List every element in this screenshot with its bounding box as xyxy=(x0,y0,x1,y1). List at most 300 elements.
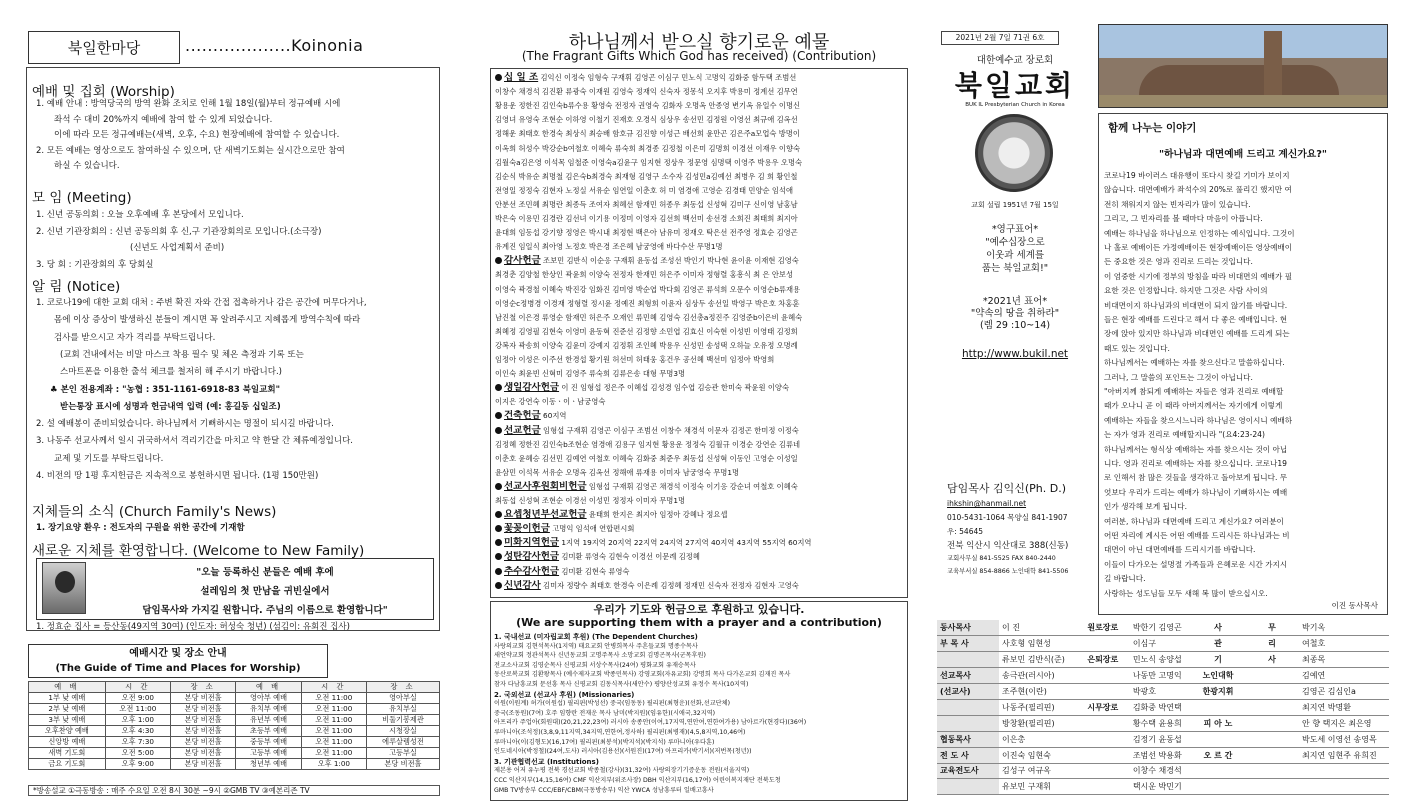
staff-cell xyxy=(1299,779,1389,795)
year-motto-line: *2021년 표어* xyxy=(982,296,1048,307)
contribution-line xyxy=(495,241,903,253)
contribution-line xyxy=(495,340,903,352)
staff-row xyxy=(937,747,1389,763)
story-line: 때가 오나니 곧 이 때라 아버지께서는 자기에게 이렇게 xyxy=(1104,401,1283,411)
prayer-line: 중국(조동원)(7여) 호주 임향란 전재운 목사 남미(박지원)(임유한)(시애국,32지역) xyxy=(494,709,716,717)
staff-cell: 김성구 여규옥 xyxy=(999,763,1076,779)
schedule-cell: 본당 비전홀 xyxy=(366,759,439,770)
contribution-category: 생일감사헌금 xyxy=(504,382,560,394)
prayer-line: 아프리카 주업아(회원대)(20,21,22,23여) 러시아 송종안(이여,17지역,연안여,연한여가용) 남아르카(현경다)(36여) xyxy=(494,719,807,727)
meeting-line: 2. 신년 기관장회의 : 신년 공동의회 후 신,구 기관장회의로 모입니다.(소극장) xyxy=(36,226,322,237)
story-line: 예배하는 자들을 찾으시느니라 하나님은 영이시니 예배하 xyxy=(1104,415,1293,425)
notice-line: 1. 코로나19에 대한 교회 대처 : 주변 확진 자와 간접 접촉하거나 감은 공간에 머무다거나, xyxy=(36,298,367,308)
schedule-cell: 오전 11:00 xyxy=(105,704,170,715)
contribution-line xyxy=(495,551,903,563)
email-link[interactable]: ihkshin@hanmail.net xyxy=(947,499,1027,508)
worship-line: 이에 따라 모든 정규예배는(새벽, 오후, 수요) 현장예배에 참여할 수 있습니다. xyxy=(54,130,340,140)
staff-cell: 이 진 xyxy=(999,620,1076,636)
contribution-names: 조보민 김반식 이순응 구재휘 윤동섭 조성선 박인기 박나현 윤이윤 이재현 김영숙 xyxy=(543,256,799,266)
bullet-icon xyxy=(495,427,502,434)
worship-line: 1. 예배 안내 : 방역당국의 방역 완화 조치로 인해 1월 18일(월)부터 정규예배 시에 xyxy=(36,99,341,109)
staff-cell: 한광지휘 xyxy=(1191,684,1245,700)
story-line: 이 엄중한 시기에 정부의 방침을 따라 비대면의 예배가 필 xyxy=(1104,271,1293,281)
contribution-line xyxy=(495,566,903,578)
contribution-names: 정해운 최태호 한경숙 최상식 최승배 함호규 김진향 이성근 배선희 윤만곤 김은주a모업숙 방명이 xyxy=(495,129,800,139)
staff-cell: 피 아 노 xyxy=(1191,715,1245,731)
story-line: 니다. 영과 진리로 예배하는 자를 찾으십니다. 코로나19 xyxy=(1104,459,1288,468)
staff-row xyxy=(937,779,1389,795)
story-line: 여러분, 하나님과 대면예배 드리고 계신가요? 여러분이 xyxy=(1104,516,1284,526)
worship-heading: 예배 및 집회 (Worship) xyxy=(32,84,175,100)
prayer-line: 제본용 어저 유누평 전북 경선교회 박종철(강사)(31,32여) 사랑의장기기증운동 전원(서울지역) xyxy=(494,767,750,775)
notice-line: 몸에 이상 증상이 발생하신 분들이 계시면 꼭 알려주시고 지혜롭게 방역수칙에 따라 xyxy=(54,315,361,326)
contribution-names: 안분선 조민혜 최명란 최종득 조여자 최혜선 함재민 허종우 최동섭 신성혁 김미구 신이영 남홍남 xyxy=(495,199,798,209)
staff-cell xyxy=(1299,763,1389,779)
contribution-line xyxy=(495,354,903,366)
staff-cell: 교육전도사 xyxy=(937,763,999,779)
staff-cell: 무 xyxy=(1245,620,1299,636)
contribution-names: 이옥희 허성수 박강순b여철호 이혜숙 류숙희 최경종 김정철 이은미 김명희 이경선 이재우 이향숙 xyxy=(495,143,801,153)
prayer-line: 루마니아(이(김형도)(16,17여) 필리핀(최봉석)(박지석)(박지석) 루마니아(우다훈) xyxy=(494,738,715,746)
staff-cell xyxy=(1245,747,1299,763)
story-line: 로 인해서 참 많은 것들을 생각하고 돌아보게 됩니다. 무 xyxy=(1104,473,1288,483)
contribution-category: 십 일 조 xyxy=(504,72,539,83)
staff-cell xyxy=(1191,731,1245,747)
story-line: 그리고, 그 빈자리를 볼 때마다 마음이 아픕니다. xyxy=(1104,214,1263,224)
prayer-line: 1. 국내선교 (미자립교회 후원) (The Dependent Churches) xyxy=(494,633,698,641)
worship-line: 하실 수 있습니다. xyxy=(54,161,120,171)
church-building-image xyxy=(1098,24,1388,108)
staff-cell: 나동만 고명익 xyxy=(1130,668,1191,684)
contribution-category: 감사헌금 xyxy=(504,255,541,267)
story-quote: "하나님과 대면예배 드리고 계신가요?" xyxy=(1158,149,1328,160)
contribution-line xyxy=(495,495,903,507)
staff-cell: 김예연 xyxy=(1299,668,1389,684)
staff-cell: 노인대학 xyxy=(1191,668,1245,684)
contribution-line xyxy=(495,171,903,183)
staff-cell: 시무장로 xyxy=(1076,699,1130,715)
welcome-line: 설레임의 첫 만남을 귀빈실에서 xyxy=(200,586,330,597)
schedule-cell: 오전 11:00 xyxy=(301,748,366,759)
story-line: 않습니다. 대면예배가 좌석수의 20%로 풀리긴 했지만 여 xyxy=(1104,185,1292,195)
meeting-line: 3. 당 회 : 기관장회의 후 당회실 xyxy=(36,259,154,270)
staff-cell: 리 xyxy=(1245,636,1299,652)
contribution-names: 1지역 19지역 20지역 22지역 24지역 27지역 40지역 43지역 55지역 60지역 xyxy=(561,538,812,548)
staff-cell: 김화중 박연택 xyxy=(1130,699,1191,715)
contribution-line xyxy=(495,100,903,112)
contribution-names: 김순식 박유순 최명철 김은숙b최경숙 최재형 김영구 소수자 김성민a김예선 최병우 김 희 황인철 xyxy=(495,171,798,181)
staff-cell: 선교목사 xyxy=(937,668,999,684)
story-line: 비대면이지 하나님과의 비대면이 되지 않기를 바랍니다. xyxy=(1104,300,1288,310)
staff-cell: 박광호 xyxy=(1130,684,1191,700)
schedule-row xyxy=(29,693,440,704)
schedule-cell: 비둘기봉제관 xyxy=(366,715,439,726)
story-line: 나 홀로 예배이든 가정예배이든 현장예배이든 영상예배이 xyxy=(1104,243,1293,252)
prayer-line: GMB TV방송부 CCC/EBF/CBM(극동방송부) 익산 YWCA 성남흥루터 일배고흥사 xyxy=(494,786,714,794)
story-line: 때도 있는 것입니다. xyxy=(1104,343,1170,353)
schedule-cell: 유년부 예배 xyxy=(236,715,301,726)
contribution-category: 추수감사헌금 xyxy=(504,565,560,577)
contribution-line xyxy=(495,143,903,155)
staff-cell xyxy=(937,779,999,795)
schedule-cell: 본당 비전홀 xyxy=(170,748,235,759)
staff-cell xyxy=(1245,715,1299,731)
schedule-cell: 에루살렘성전 xyxy=(366,737,439,748)
staff-cell: 이심구 xyxy=(1130,636,1191,652)
contribution-line xyxy=(495,185,903,197)
schedule-cell: 유치부실 xyxy=(366,704,439,715)
contribution-line xyxy=(495,439,903,451)
staff-cell: 조범선 박용화 xyxy=(1130,747,1191,763)
contribution-category: 미화지역헌금 xyxy=(504,537,560,549)
schedule-cell: 2부 낮 예배 xyxy=(29,704,106,715)
staff-cell xyxy=(1076,668,1130,684)
staff-cell: 오 르 간 xyxy=(1191,747,1245,763)
staff-cell: 최지연 임현주 유희진 xyxy=(1299,747,1389,763)
staff-cell xyxy=(1076,684,1130,700)
section-header-box: 북일한마당 xyxy=(28,31,180,64)
schedule-cell: 오전 11:00 xyxy=(301,693,366,704)
story-line: 하나님께서는 형식상 예배하는 자를 찾으시는 것이 아닙 xyxy=(1104,444,1288,454)
schedule-cell: 3부 낮 예배 xyxy=(29,715,106,726)
contribution-names: 최동섭 신성혁 조현순 이경선 이성민 정정자 이미자 무명1명 xyxy=(495,496,686,505)
bullet-icon xyxy=(495,553,502,560)
schedule-cell: 새벽 기도회 xyxy=(29,748,106,759)
welcome-heading: 새로운 지체를 환영합니다. (Welcome to New Family) xyxy=(32,543,365,559)
story-line: 하나님께서는 예배하는 자를 찾으신다고 말씀하십니다. xyxy=(1104,358,1285,368)
contribution-line xyxy=(495,467,903,479)
staff-cell: 이진숙 임현숙 xyxy=(999,747,1076,763)
staff-cell xyxy=(1191,699,1245,715)
story-line: 사랑하는 성도님들 모두 새해 복 많이 받으십시오. xyxy=(1104,588,1268,598)
schedule-cell: 오후 7:30 xyxy=(105,737,170,748)
schedule-row xyxy=(29,715,440,726)
contribution-line xyxy=(495,580,903,592)
story-line: 들은 현장 예배를 드린다고 해서 다 좋은 예배입니다. 현 xyxy=(1104,315,1288,324)
notice-heading: 알 림 (Notice) xyxy=(32,279,121,295)
contribution-line xyxy=(495,227,903,239)
schedule-cell: 고등부 예배 xyxy=(236,748,301,759)
schedule-row xyxy=(29,748,440,759)
notice-line: 3. 나동주 선교사께서 일시 귀국하셔서 격리기간을 마치고 약 한달 간 체류예정입니다. xyxy=(36,436,354,447)
contribution-line xyxy=(495,312,903,324)
schedule-cell: 본당 비전홀 xyxy=(170,704,235,715)
notice-line: 받는통장 표시에 성명과 헌금내역 입력 (예: 홍길동 십일조) xyxy=(60,401,281,412)
contribution-names: 윤대희 임동섭 강기향 정영은 박시내 최정현 백은아 남유미 정재오 탁은선 전주영 정효순 김영곤 xyxy=(495,228,798,238)
staff-cell: 박기옥 xyxy=(1299,620,1389,636)
contribution-line xyxy=(495,284,903,296)
prayer-title-ko: 우리가 기도와 헌금으로 후원하고 있습니다. xyxy=(593,603,805,616)
contribution-line xyxy=(495,481,903,493)
contact-line: 교육부서실 854-8866 노인대학 841-5506 xyxy=(947,568,1069,575)
schedule-cell: 오후 4:30 xyxy=(105,726,170,737)
staff-row xyxy=(937,652,1389,668)
schedule-row xyxy=(29,726,440,737)
schedule-header: 예 배 xyxy=(29,682,106,693)
staff-row xyxy=(937,731,1389,747)
notice-line: 스마트폰을 이용한 출석 체크를 철저히 해 주시기 바랍니다.) xyxy=(60,367,282,378)
denomination: 대한예수교 장로회 xyxy=(976,55,1054,66)
staff-cell: 택시운 박민기 xyxy=(1130,779,1191,795)
schedule-cell: 오전 11:00 xyxy=(301,704,366,715)
contribution-line xyxy=(495,368,903,380)
schedule-cell: 1부 낮 예배 xyxy=(29,693,106,704)
prayer-line: 2. 국외선교 (선교사 후원) (Missionaries) xyxy=(494,690,635,699)
staff-cell: 최종목 xyxy=(1299,652,1389,668)
story-line: 는 자가 영과 진리로 예배할지니라 "(요4:23-24) xyxy=(1104,430,1265,440)
story-line: 그러나, 그 말씀의 포인트는 그것이 아닙니다. xyxy=(1104,372,1253,382)
year-motto-line: "약속의 땅을 취하라" xyxy=(970,308,1060,319)
staff-cell: 민노식 송양섭 xyxy=(1130,652,1191,668)
story-line: 인가 생각해 보게 됩니다. xyxy=(1104,502,1188,512)
worship-line: 2. 모든 예배는 영상으로도 참여하실 수 있으며, 단 새벽기도회는 실시간으로만 참여 xyxy=(36,145,345,156)
staff-cell: (선교사) xyxy=(937,684,999,700)
prayer-line: 3. 기관협력선교 (Institutions) xyxy=(494,757,599,766)
staff-cell: 동사목사 xyxy=(937,620,999,636)
welcome-line: "오늘 등록하신 분들은 예배 후에 xyxy=(196,567,334,578)
schedule-cell: 오전 11:00 xyxy=(301,726,366,737)
welcome-member: 1. 정효순 집사 = 등산동(49지역 30여) (인도자: 허성숙 청년) (섬김이: 유회진 집사) xyxy=(36,622,350,632)
schedule-cell: 오후 9:00 xyxy=(105,759,170,770)
contribution-category: 건축헌금 xyxy=(504,410,541,422)
story-line: 대면이 아닌 대면예배를 드리시기를 바랍니다. xyxy=(1104,545,1256,555)
staff-cell xyxy=(937,652,999,668)
contribution-line xyxy=(495,382,903,394)
bullet-icon xyxy=(495,525,502,532)
contribution-line xyxy=(495,453,903,465)
schedule-cell: 시청장실 xyxy=(366,726,439,737)
staff-cell: 기 xyxy=(1191,652,1245,668)
staff-row xyxy=(937,684,1389,700)
schedule-row xyxy=(29,704,440,715)
schedule-header: 장 소 xyxy=(170,682,235,693)
story-title: 함께 나누는 이야기 xyxy=(1108,122,1197,134)
notice-line: ♣ 본인 전용계좌 : "농협 : 351-1161-6918-83 북일교회" xyxy=(50,384,280,395)
staff-cell xyxy=(1076,779,1130,795)
contact-line: 교회사무실 841-5525 FAX 840-2440 xyxy=(947,554,1056,562)
story-line: 길 바랍니다. xyxy=(1104,574,1146,584)
motto-line: *영구표어* xyxy=(991,224,1039,235)
staff-row xyxy=(937,668,1389,684)
contribution-names: 김미환 류영숙 김현숙 이경선 이문례 김정혜 xyxy=(561,552,700,562)
contribution-line xyxy=(495,326,903,338)
schedule-title-ko: 예배시간 및 장소 안내 xyxy=(129,648,227,659)
church-logo-icon xyxy=(975,114,1053,192)
contact-line: 우: 54645 xyxy=(947,526,984,536)
notice-line: (교회 건내에서는 비말 마스크 착용 필수 및 체온 측정과 기록 또는 xyxy=(60,349,304,360)
welcome-line: 담임목사와 가지길 원합니다. 주님의 이름으로 환영합니다" xyxy=(142,605,388,616)
schedule-header: 시 간 xyxy=(105,682,170,693)
staff-cell xyxy=(937,715,999,731)
schedule-cell: 본당 비전홀 xyxy=(170,737,235,748)
staff-cell: 김영곤 김심인a xyxy=(1299,684,1389,700)
contribution-names: 이영숙 곽경철 이혜숙 박진강 임화진 김미영 박순엽 박다회 김영곤 류석희 오문수 이영순b류재용 xyxy=(495,284,801,294)
contribution-names: 이춘호 윤혜승 김선민 김예연 여철호 이혜숙 김화중 최준우 최동섭 신성혁 이동인 고영순 이성일 xyxy=(495,453,798,463)
contribution-names: 최경춘 김양철 한상인 곽윤희 이양숙 전정자 한재민 허은주 이미자 정형렬 홍흥식 최 은 안보성 xyxy=(495,270,794,280)
bullet-icon xyxy=(495,511,502,518)
story-line: 이들이 다가오는 설명절 가족들과 은혜로운 시간 가지시 xyxy=(1104,559,1288,569)
prayer-line: 인도네시아(박정철)(24여,도사) 러시아(김용선)(서원진)(17여) 아프리카(박기서)(저번목(청년)) xyxy=(494,748,752,756)
schedule-title-en: (The Guide of Time and Places for Worship) xyxy=(55,663,301,674)
contribution-names: 전영일 정정숙 김현자 노정실 서유순 임연일 이춘호 허 미 염경애 고영순 김경태 민양순 임석애 xyxy=(495,185,794,195)
staff-cell: 관 xyxy=(1191,636,1245,652)
staff-cell xyxy=(1245,668,1299,684)
staff-cell: 황수택 윤용희 xyxy=(1130,715,1191,731)
contribution-names: 60지역 xyxy=(543,411,567,421)
church-name-english: BUK IL Presbyterian Church in Korea xyxy=(965,102,1065,108)
contribution-line xyxy=(495,410,903,422)
bullet-icon xyxy=(495,539,502,546)
contribution-names: 남진철 이은경 류영순 함재민 허은주 오재인 류민혜 김영숙 김선총a정진주 김영준b이은비 윤혜숙 xyxy=(495,312,803,322)
schedule-cell: 오후 1:00 xyxy=(105,715,170,726)
story-line: 어떤 자리에 계시든 어떤 예배를 드리시든 하나님과는 비 xyxy=(1104,531,1290,540)
contribution-names: 김익신 이정숙 임형숙 구재휘 김영곤 이심구 민노식 고명익 김화중 함두택 조범선 xyxy=(540,73,797,82)
motto-line: "예수십장으로 xyxy=(985,237,1045,248)
schedule-cell: 오전 9:00 xyxy=(105,693,170,704)
staff-cell xyxy=(1245,731,1299,747)
contribution-line xyxy=(495,213,903,225)
contribution-names: 김미환 김현숙 류영숙 xyxy=(561,566,630,576)
staff-cell: 박도세 이영선 송영목 xyxy=(1299,731,1389,747)
staff-cell xyxy=(1245,684,1299,700)
prayer-line: 이원(이원계) 허가(이원섭) 필리핀(박성선) 중국(임동동) 필리핀(최형운)(선화,선교단체) xyxy=(494,700,731,708)
staff-cell: 은퇴장로 xyxy=(1076,652,1130,668)
contribution-names: 윤태희 한지은 최지아 임정아 강혜나 정요셉 xyxy=(588,510,728,520)
schedule-cell: 오후 1:00 xyxy=(301,759,366,770)
contribution-line xyxy=(495,537,903,549)
staff-cell xyxy=(1245,763,1299,779)
meeting-heading: 모 임 (Meeting) xyxy=(32,190,132,206)
contribution-line xyxy=(495,114,903,126)
schedule-title xyxy=(28,644,328,678)
schedule-header: 시 간 xyxy=(301,682,366,693)
staff-cell: 사호형 임현성 xyxy=(999,636,1076,652)
story-line: 장에 앉아 있지만 하나님과 비대면인 예배를 드리게 되는 xyxy=(1104,329,1290,339)
news-line: 1. 장기요양 환우 : 전도자의 구원을 위한 공간에 기재함 xyxy=(36,523,245,533)
website-link[interactable]: http://www.bukil.net xyxy=(961,348,1069,360)
contribution-names: 박은숙 이용민 김경란 김선녀 이기용 이정미 이영자 김선희 백선미 송선경 소희진 최태희 최지아 xyxy=(495,214,798,223)
schedule-cell: 본당 비전홀 xyxy=(170,693,235,704)
schedule-cell: 영아부 예배 xyxy=(236,693,301,704)
broadcast-note: *방송설교 ①극동방송 : 매주 수요일 오전 8시 30분 ~9시 ②GMB TV ③예본리존 TV xyxy=(28,785,440,796)
schedule-cell: 초등부 예배 xyxy=(236,726,301,737)
section-header-koinonia: ...................Koinonia xyxy=(185,36,364,55)
staff-cell: 박한기 김영곤 xyxy=(1130,620,1191,636)
contribution-names: 유계진 임일식 최아영 노정호 박은경 조은혜 남궁영애 바다수산 무명1명 xyxy=(495,242,723,252)
contribution-category: 신년감사 xyxy=(504,579,541,591)
schedule-header: 예 배 xyxy=(236,682,301,693)
motto-line: 품는 북일교회!" xyxy=(981,263,1049,274)
story-line: 든 중요한 것은 영과 진리로 드리는 것입니다. xyxy=(1104,257,1253,267)
contribution-line xyxy=(495,425,903,437)
contribution-names: 황용운 정한진 김인숙b류수용 황영숙 전정자 권영숙 김화자 오명옥 안종영 변기옥 유일수 이명신 xyxy=(495,101,801,111)
staff-cell: 협동목사 xyxy=(937,731,999,747)
prayer-line: 루마니아(조석정)(3,8,9,11지역,34지역,연한여,정사하) 필리핀(최병재)(4,5,8지역,10,46여) xyxy=(494,729,746,736)
contribution-names: 김미자 정량수 최태호 한경숙 이은례 김정혜 정재민 신숙자 전정자 김현자 고영숙 xyxy=(543,580,799,590)
bullet-icon xyxy=(495,257,502,264)
contribution-names: 임형섭 구재휘 김영곤 이심구 조범선 이창수 채경석 이문자 김정곤 한미정 이정숙 xyxy=(543,425,799,435)
staff-cell xyxy=(1076,763,1130,779)
bullet-icon xyxy=(495,568,502,575)
contribution-category: 선교헌금 xyxy=(504,424,541,436)
story-line: 요한 것은 인정합니다. 하지만 그것은 사람 사이의 xyxy=(1104,286,1268,296)
staff-cell: 류보민 김반식(준) xyxy=(999,652,1076,668)
contribution-line xyxy=(495,128,903,140)
staff-cell: 안 향 택지은 최은영 xyxy=(1299,715,1389,731)
schedule-cell: 오전 11:00 xyxy=(301,715,366,726)
staff-row xyxy=(937,620,1389,636)
schedule-cell: 오후찬양 예배 xyxy=(29,726,106,737)
staff-cell: 원로장로 xyxy=(1076,620,1130,636)
schedule-cell: 신앙방 예배 xyxy=(29,737,106,748)
established-date: 교회 설립 1951년 7월 15일 xyxy=(971,201,1059,209)
staff-cell xyxy=(1191,763,1245,779)
staff-cell: 유보민 구재휘 xyxy=(999,779,1076,795)
contribution-names: 강복자 곽송희 이양숙 김윤미 강예지 김정휘 조인혜 박용우 신성민 송성택 오하늘 오유정 오명례 xyxy=(495,340,798,350)
story-line: 전히 채워지지 않는 빈자리가 많이 있습니다. xyxy=(1104,199,1251,209)
staff-cell: 방창환(필리핀) xyxy=(999,715,1076,731)
contribution-names: 윤삼민 이석목 서유순 오명옥 김옥선 정해애 류재용 이미자 남궁영숙 무명1명 xyxy=(495,467,740,477)
worship-line: 좌석 수 대비 20%까지 예배에 참여 할 수 있게 되었습니다. xyxy=(54,114,273,125)
prayer-line: 새언약교회 정관석목사 신년동교회 고명주목사 소망교회 김명곤목사(군목후원) xyxy=(494,652,706,660)
contribution-category: 선교사후원회비헌금 xyxy=(504,480,587,492)
contribution-line xyxy=(495,509,903,521)
senior-pastor: 담임목사 김익신(Ph. D.) xyxy=(947,482,1067,495)
contribution-subtitle: (The Fragrant Gifts Which God has received) (Contribution) xyxy=(521,49,877,63)
staff-cell xyxy=(1076,731,1130,747)
contribution-line xyxy=(495,255,903,267)
contribution-names: 최혜정 김영필 김현숙 이영미 윤동혁 진준선 김정향 소민엽 김효신 이숙현 이성빈 이영태 김정희 xyxy=(495,326,798,336)
story-line: 엇보다 우리가 드리는 예배가 하나님이 기뻐하시는 예배 xyxy=(1104,487,1288,497)
prayer-title-en: (We are supporting them with a prayer and a contribution) xyxy=(516,616,882,629)
staff-cell: 송극관(러시아) xyxy=(999,668,1076,684)
contribution-line xyxy=(495,72,903,84)
schedule-table xyxy=(28,681,440,770)
bullet-icon xyxy=(495,384,502,391)
contact-line: 전북 익산시 익산대로 388(신동) xyxy=(947,541,1069,551)
staff-cell xyxy=(1245,699,1299,715)
contact-line: 010-5431-1064 목양실 841-1907 xyxy=(947,513,1068,522)
schedule-cell: 오전 5:00 xyxy=(105,748,170,759)
prayer-line: 참자 다남흥교회 문선흥 목사 신평교회 김동식목사(새안수) 평양산성교회 유정수 목사(10지역) xyxy=(494,681,749,688)
staff-row xyxy=(937,715,1389,731)
story-line: "아버지께 참되게 예배하는 자들은 영과 진리로 예배할 xyxy=(1104,387,1284,396)
contribution-category: 꽃꽂이헌금 xyxy=(504,523,550,535)
schedule-row xyxy=(29,759,440,770)
staff-cell: 나동주(필리핀) xyxy=(999,699,1076,715)
contribution-line xyxy=(495,157,903,169)
staff-cell: 이은총 xyxy=(999,731,1076,747)
bullet-icon xyxy=(495,412,502,419)
news-heading: 지체들의 소식 (Church Family's News) xyxy=(32,504,277,520)
schedule-cell: 영아부실 xyxy=(366,693,439,704)
staff-cell: 여철호 xyxy=(1299,636,1389,652)
staff-cell: 최지연 박명환 xyxy=(1299,699,1389,715)
schedule-cell: 유치부 예배 xyxy=(236,704,301,715)
contribution-names: 김월숙a김은영 이석목 임철준 이영숙a김윤구 임지현 정상우 정문영 심명택 이영주 박용우 오명숙 xyxy=(495,157,803,167)
contribution-names: 임형섭 구재휘 김영곤 채경석 이정숙 이기응 강순녀 여철호 이혜숙 xyxy=(588,481,798,491)
contribution-names: 김정혜 정한진 김인숙b조현순 염경애 김용구 임지현 황용운 정정숙 김월규 이경순 강연순 김류네 xyxy=(495,439,801,449)
schedule-cell: 고등부실 xyxy=(366,748,439,759)
staff-table xyxy=(937,620,1389,795)
notice-line: 4. 비전의 땅 1평 후지헌금은 지속적으로 봉헌하시면 됩니다. (1평 150만원) xyxy=(36,471,319,481)
contribution-names: 이영순c정병경 이경재 정형렬 정시윤 정예진 최형희 이윤자 심상두 송선일 박영구 박은호 차홍훈 xyxy=(495,298,800,308)
schedule-cell: 오전 11:00 xyxy=(301,737,366,748)
contribution-line xyxy=(495,86,903,98)
prayer-line: CCC 익산지부(14,15,16여) CMF 익산지부(위조사장) DBH 익산지부(16,17여) 어린이복지재단 전북도청 xyxy=(494,777,781,784)
contribution-line xyxy=(495,523,903,535)
schedule-cell: 청년부 예배 xyxy=(236,759,301,770)
